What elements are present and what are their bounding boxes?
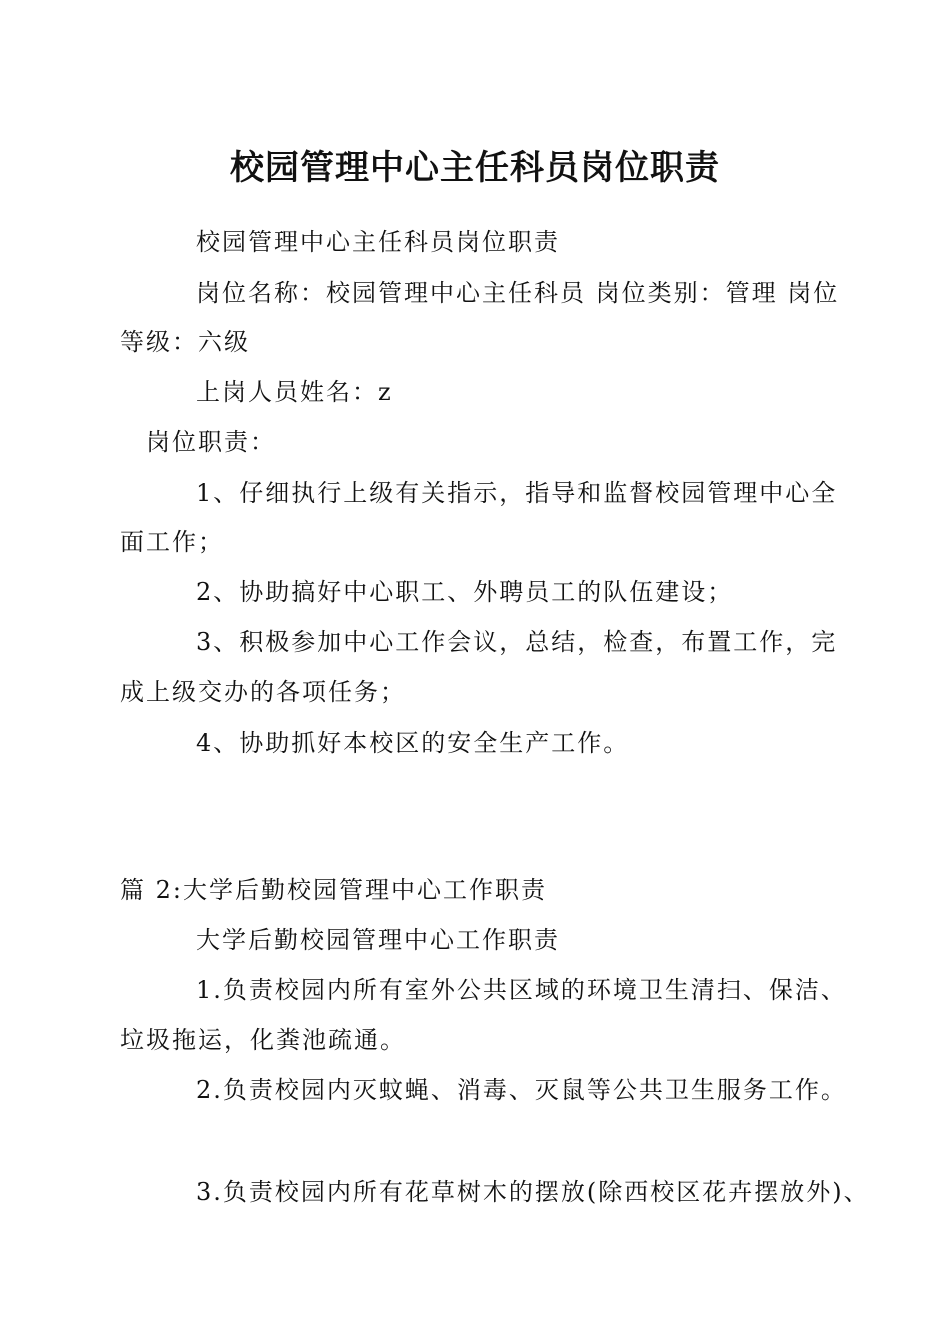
paragraph-line: 成上级交办的各项任务； [120,678,406,706]
page-title: 校园管理中心主任科员岗位职责 [230,148,720,188]
section-heading: 篇 2:大学后勤校园管理中心工作职责 [120,876,547,904]
paragraph-line: 2.负责校园内灭蚊蝇、消毒、灭鼠等公共卫生服务工作。 [196,1076,847,1104]
paragraph-line: 1.负责校园内所有室外公共区域的环境卫生清扫、保洁、 [196,976,847,1004]
paragraph-line: 岗位职责： [146,428,276,456]
paragraph-line: 上岗人员姓名：z [196,378,393,406]
paragraph-line: 1、仔细执行上级有关指示，指导和监督校园管理中心全 [196,479,838,507]
paragraph-line: 岗位名称：校园管理中心主任科员 岗位类别：管理 岗位 [196,279,840,307]
paragraph-line: 4、协助抓好本校区的安全生产工作。 [196,729,630,757]
paragraph-line: 3.负责校园内所有花草树木的摆放(除西校区花卉摆放外)、 [196,1178,870,1206]
paragraph-line: 校园管理中心主任科员岗位职责 [196,228,560,256]
paragraph-line: 大学后勤校园管理中心工作职责 [196,926,560,954]
paragraph-line: 3、积极参加中心工作会议，总结，检查，布置工作，完 [196,628,838,656]
paragraph-line: 垃圾拖运，化粪池疏通。 [120,1026,406,1054]
paragraph-line: 面工作； [120,528,224,556]
paragraph-line: 2、协助搞好中心职工、外聘员工的队伍建设； [196,578,734,606]
paragraph-line: 等级：六级 [120,328,250,356]
